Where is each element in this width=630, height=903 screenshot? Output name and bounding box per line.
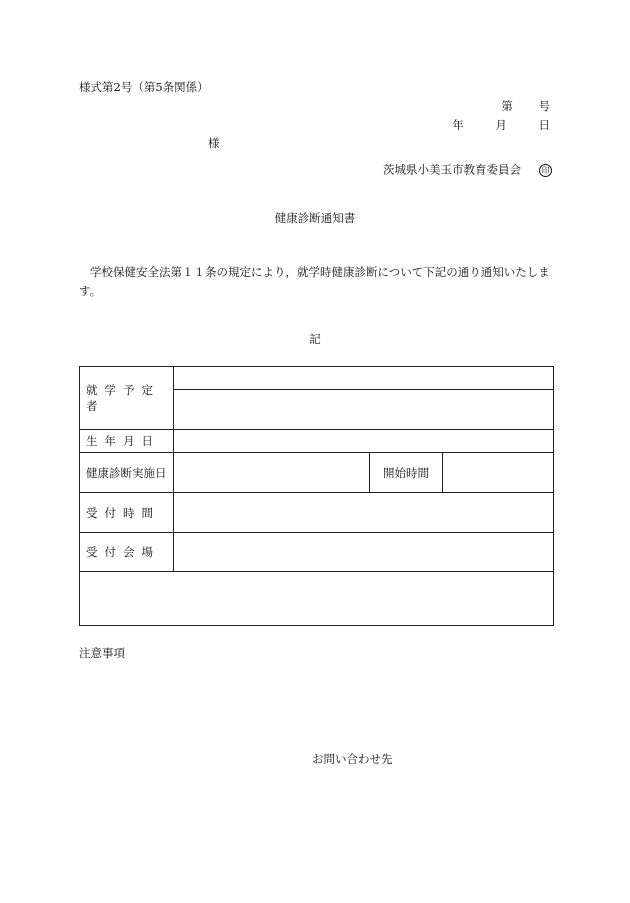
reception-time-cell <box>174 493 554 533</box>
exam-date-label: 健康診断実施日 <box>80 453 174 493</box>
seal-mark: 印 <box>539 164 552 177</box>
notes-heading: 注意事項 <box>79 646 125 660</box>
exam-info-table <box>79 366 554 626</box>
form-id: 様式第2号（第5条関係） <box>79 80 209 94</box>
document-title: 健康診断通知書 <box>274 211 356 225</box>
issuer <box>383 164 552 177</box>
reception-place-label: 受付会場 <box>80 533 174 572</box>
addressee-suffix: 様 <box>208 136 220 150</box>
reception-place-cell <box>174 533 554 572</box>
reception-time-label: 受付時間 <box>80 493 174 533</box>
birthdate-label: 生年月日 <box>80 430 174 453</box>
contact-heading: お問い合わせ先 <box>312 752 393 766</box>
student-furigana-cell <box>174 367 554 390</box>
remarks-cell <box>80 572 554 626</box>
birthdate-cell <box>174 430 554 453</box>
document-date: 年 月 日 <box>452 118 550 132</box>
issuer-name: 茨城県小美玉市教育委員会 <box>383 162 521 177</box>
document-number: 第 号 <box>501 99 550 113</box>
start-time-cell <box>443 453 554 493</box>
ki-heading: 記 <box>309 332 321 346</box>
student-name-cell <box>174 390 554 430</box>
exam-date-cell <box>174 453 370 493</box>
start-time-label: 開始時間 <box>370 453 443 493</box>
body-paragraph: 学校保健安全法第１１条の規定により，就学時健康診断について下記の通り通知いたします。 <box>79 265 550 298</box>
student-label: 就学予定者 <box>80 367 174 430</box>
